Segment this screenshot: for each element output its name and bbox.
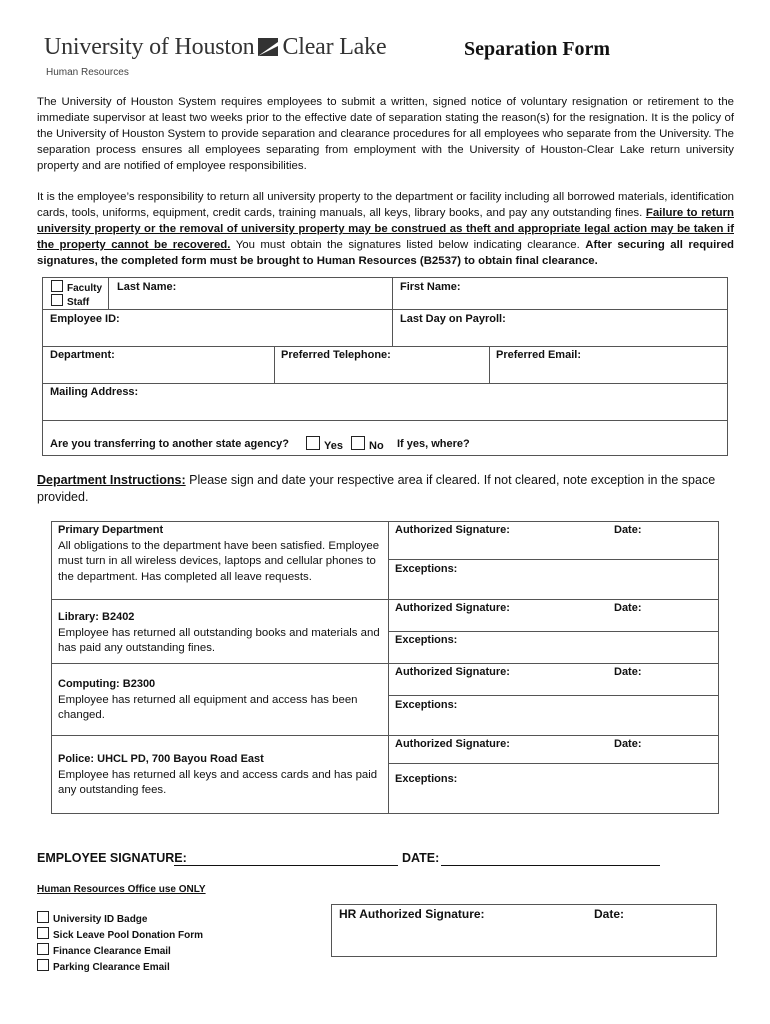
last-name-label: Last Name: bbox=[117, 281, 177, 293]
hr-item-finance[interactable] bbox=[37, 943, 203, 959]
hr-item-label: Finance Clearance Email bbox=[53, 946, 171, 957]
department-instructions bbox=[37, 472, 737, 506]
transfer-where-label: If yes, where? bbox=[397, 438, 470, 450]
logo-subtitle: Human Resources bbox=[46, 67, 129, 78]
date-label: Date: bbox=[614, 524, 642, 536]
university-logo bbox=[44, 34, 386, 61]
authorized-signature-label: Authorized Signature: bbox=[395, 602, 510, 614]
date-label: Date: bbox=[614, 738, 642, 750]
hr-item-id-badge[interactable] bbox=[37, 911, 203, 927]
date-label: Date: bbox=[614, 666, 642, 678]
hr-signature-label: HR Authorized Signature: bbox=[339, 907, 485, 921]
faculty-checkbox[interactable] bbox=[51, 280, 63, 292]
clearance-row-desc: All obligations to the department have been satisfied. Employee must turn in all wireless devices, laptops and cellular phones to the department. Has completed all leave requests. bbox=[58, 539, 380, 583]
clearance-row-police bbox=[58, 752, 384, 799]
hr-item-label: Parking Clearance Email bbox=[53, 962, 170, 973]
col-divider bbox=[274, 346, 275, 383]
authorized-signature-label: Authorized Signature: bbox=[395, 524, 510, 536]
last-day-label: Last Day on Payroll: bbox=[400, 313, 506, 325]
employee-info-table bbox=[42, 277, 728, 456]
employee-signature-label: EMPLOYEE SIGNATURE: bbox=[37, 851, 187, 865]
row-divider bbox=[42, 383, 728, 384]
staff-checkbox[interactable] bbox=[51, 294, 63, 306]
row-divider bbox=[51, 663, 719, 664]
signature-instruction: You must obtain the signatures listed below indicating clearance. bbox=[235, 239, 580, 251]
authorized-signature-label: Authorized Signature: bbox=[395, 666, 510, 678]
clearance-row-title: Library: B2402 bbox=[58, 611, 135, 623]
staff-option[interactable] bbox=[51, 294, 89, 308]
intro-paragraph: The University of Houston System requires employees to submit a written, signed notice of voluntary resignation or retirement to the immediate supervisor at least two weeks prior to the effective date of separation stating the reason(s) for the resignation. It is the policy of the University of Houston System to provide separation and clearance procedures for all employees who separate from the University. The separation process ensures all employees separating from employment with the University of Houston-Clear Lake return university property and are notified of employee responsibilities. bbox=[37, 96, 734, 172]
employee-signature-line[interactable] bbox=[174, 865, 398, 866]
hr-item-checkbox[interactable] bbox=[37, 959, 49, 971]
responsibility-text: It is the employee’s responsibility to return all university property to the department or facility including all borrowed materials, identification cards, tools, uniforms, equipment, credit cards, training manuals, all keys, library books, and pay any outstanding fines. bbox=[37, 191, 734, 219]
sub-divider bbox=[388, 559, 719, 560]
no-checkbox[interactable] bbox=[351, 436, 365, 450]
hr-item-label: University ID Badge bbox=[53, 914, 148, 925]
final-instruction: After securing all required signatures, the completed form must be brought to Human Resources (B2537) to obtain final clearance. bbox=[37, 239, 734, 267]
clearance-row-desc: Employee has returned all keys and access cards and has paid any outstanding fees. bbox=[58, 768, 378, 796]
mailing-address-label: Mailing Address: bbox=[50, 386, 139, 398]
date-label: Date: bbox=[614, 602, 642, 614]
row-divider bbox=[51, 599, 719, 600]
col-divider bbox=[392, 277, 393, 346]
department-instructions-text: Please sign and date your respective area if cleared. If not cleared, note exception in the space provided. bbox=[37, 473, 716, 504]
email-label: Preferred Email: bbox=[496, 349, 581, 361]
clearance-row-title: Computing: B2300 bbox=[58, 678, 156, 690]
no-label: No bbox=[369, 440, 384, 452]
yes-label: Yes bbox=[324, 440, 343, 452]
warning-text: Failure to return university property or the removal of university property may be construed as theft and appropriate legal action may be taken if the property cannot be recovered. bbox=[37, 207, 734, 251]
exceptions-label: Exceptions: bbox=[395, 563, 458, 575]
col-divider bbox=[108, 277, 109, 309]
row-divider bbox=[42, 346, 728, 347]
clearance-row-computing bbox=[58, 677, 384, 724]
faculty-label: Faculty bbox=[67, 283, 103, 294]
row-divider bbox=[51, 735, 719, 736]
hr-item-checkbox[interactable] bbox=[37, 927, 49, 939]
clearance-row-desc: Employee has returned all equipment and access has been changed. bbox=[58, 693, 358, 721]
hr-item-label: Sick Leave Pool Donation Form bbox=[53, 930, 204, 941]
yes-checkbox[interactable] bbox=[306, 436, 320, 450]
transfer-question: Are you transferring to another state agency? bbox=[50, 438, 289, 450]
hr-date-label: Date: bbox=[594, 907, 625, 921]
row-divider bbox=[42, 309, 728, 310]
clearance-row-library bbox=[58, 610, 384, 657]
exceptions-label: Exceptions: bbox=[395, 634, 458, 646]
clearance-row-title: Primary Department bbox=[58, 524, 164, 536]
department-instructions-heading: Department Instructions: bbox=[37, 473, 186, 487]
faculty-option[interactable] bbox=[51, 280, 102, 294]
hr-checklist bbox=[37, 911, 203, 975]
logo-text-left: University of Houston bbox=[44, 34, 255, 60]
exceptions-label: Exceptions: bbox=[395, 699, 458, 711]
transfer-yes-option[interactable] bbox=[306, 436, 343, 452]
authorized-signature-label: Authorized Signature: bbox=[395, 738, 510, 750]
col-divider bbox=[489, 346, 490, 383]
row-divider bbox=[42, 420, 728, 421]
hr-item-checkbox[interactable] bbox=[37, 943, 49, 955]
hr-item-checkbox[interactable] bbox=[37, 911, 49, 923]
telephone-label: Preferred Telephone: bbox=[281, 349, 391, 361]
staff-label: Staff bbox=[67, 297, 90, 308]
form-title: Separation Form bbox=[464, 38, 611, 60]
employee-date-line[interactable] bbox=[441, 865, 660, 866]
first-name-label: First Name: bbox=[400, 281, 461, 293]
logo-mark-icon bbox=[258, 38, 278, 56]
sub-divider bbox=[388, 631, 719, 632]
exceptions-label: Exceptions: bbox=[395, 773, 458, 785]
employee-id-label: Employee ID: bbox=[50, 313, 120, 325]
hr-office-heading: Human Resources Office use ONLY bbox=[37, 884, 206, 895]
employee-date-label: DATE: bbox=[402, 851, 440, 865]
hr-item-parking[interactable] bbox=[37, 959, 203, 975]
logo-text-right: Clear Lake bbox=[282, 34, 387, 60]
department-label: Department: bbox=[50, 349, 115, 361]
responsibility-paragraph bbox=[37, 189, 734, 269]
transfer-no-option[interactable] bbox=[351, 436, 384, 452]
sub-divider bbox=[388, 763, 719, 764]
hr-item-sick-leave[interactable] bbox=[37, 927, 203, 943]
clearance-row-title: Police: UHCL PD, 700 Bayou Road East bbox=[58, 753, 264, 765]
col-divider bbox=[388, 521, 389, 814]
clearance-row-primary bbox=[58, 523, 384, 585]
clearance-row-desc: Employee has returned all outstanding books and materials and has paid any outstanding fines. bbox=[58, 626, 380, 654]
sub-divider bbox=[388, 695, 719, 696]
